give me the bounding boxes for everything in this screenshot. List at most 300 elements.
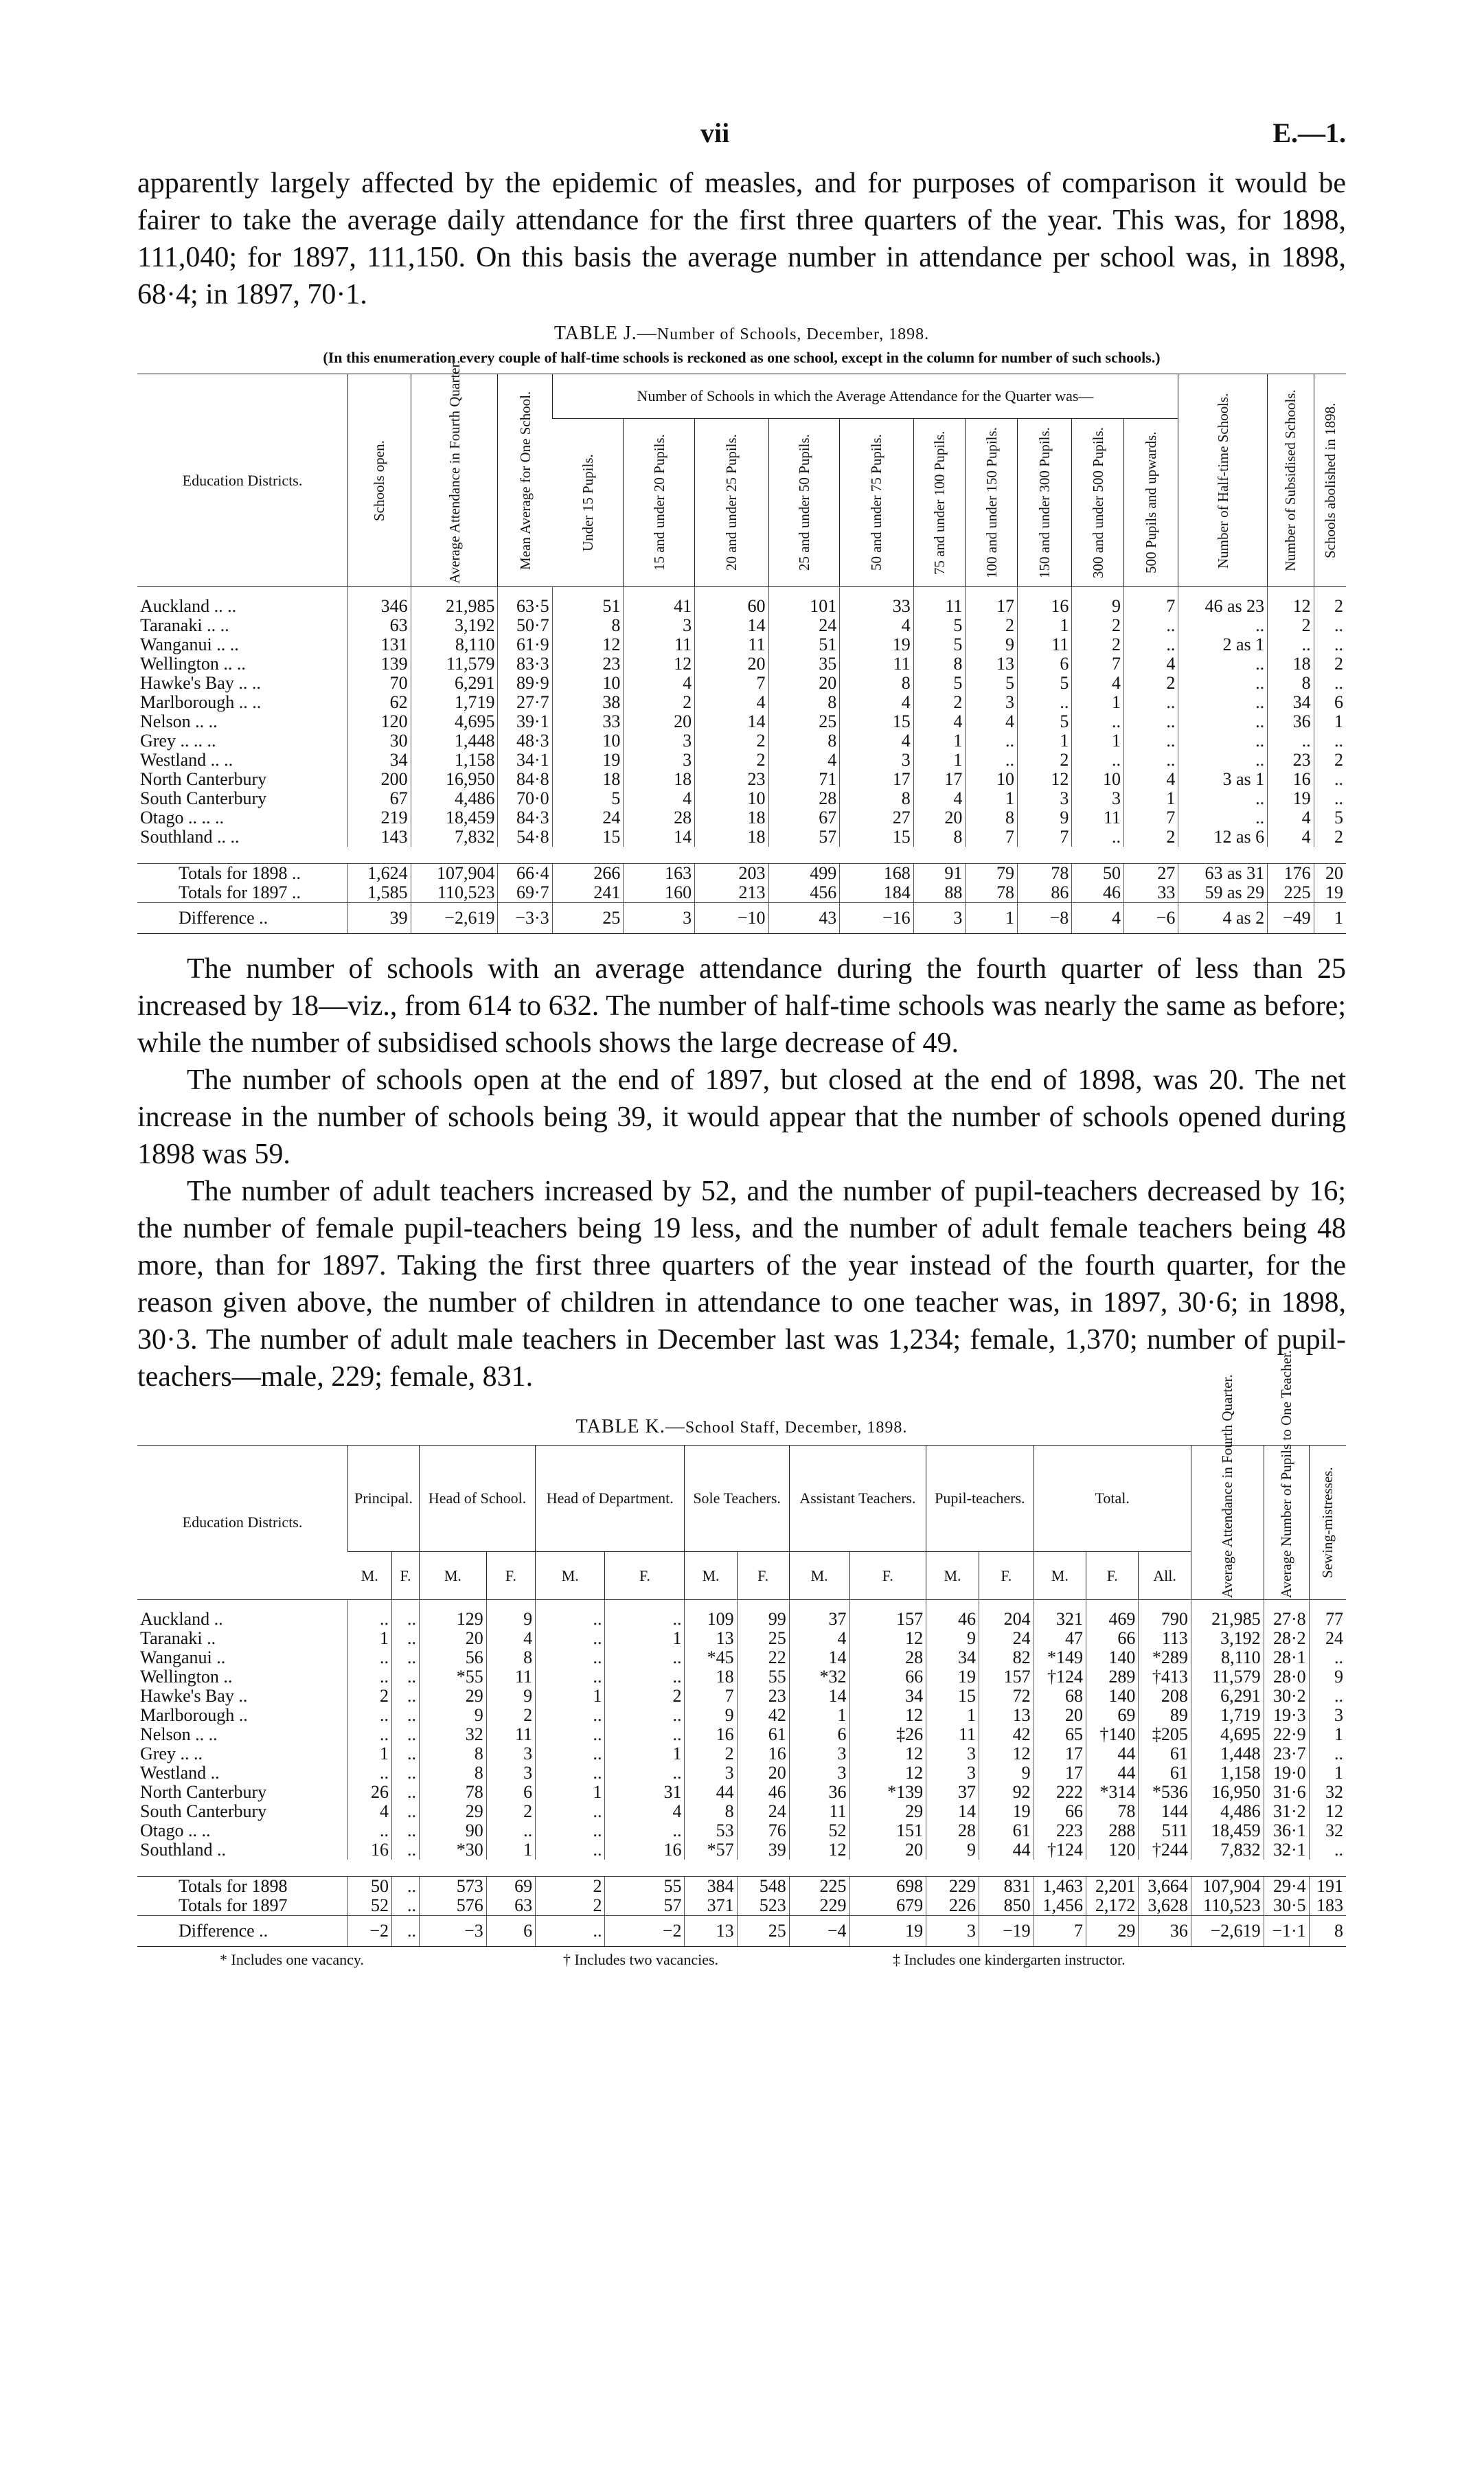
difference-cell: −1·1	[1264, 1916, 1309, 1947]
table-cell: 9	[1018, 808, 1072, 827]
table-cell: 3	[789, 1763, 849, 1783]
table-cell: 144	[1139, 1802, 1191, 1821]
table-cell: ..	[605, 1706, 685, 1725]
table-cell: 2	[486, 1802, 535, 1821]
table-cell: 11	[840, 654, 913, 674]
table-row	[137, 654, 1346, 674]
difference-cell: −10	[695, 903, 768, 934]
footnote-kindergarten: ‡ Includes one kindergarten instructor.	[893, 1951, 1126, 1968]
table-cell: 51	[768, 635, 840, 654]
table-cell: 20	[1034, 1706, 1086, 1725]
table-cell: 84·3	[498, 808, 552, 827]
totals-cell: 168	[840, 864, 913, 884]
table-cell: 56	[420, 1648, 487, 1667]
col-size-label: 300 and under 500 Pupils.	[1089, 427, 1106, 578]
totals-cell: 59 as 29	[1178, 883, 1268, 903]
table-row	[137, 1840, 1346, 1860]
table-cell: 11,579	[1191, 1667, 1264, 1687]
district-name: Grey .. ..	[140, 1744, 203, 1763]
difference-cell: −6	[1123, 903, 1178, 934]
totals-cell: 2,201	[1086, 1877, 1139, 1897]
table-cell: 8	[1268, 674, 1314, 693]
totals-cell: 107,904	[411, 864, 498, 884]
col-size-7	[1018, 419, 1072, 587]
table-cell: 70·0	[498, 789, 552, 808]
table-cell: 15	[926, 1687, 979, 1706]
table-cell: 9	[1309, 1667, 1346, 1687]
table-cell: 4	[1268, 827, 1314, 847]
district-name: North Canterbury	[140, 769, 267, 789]
totals-cell: 33	[1123, 883, 1178, 903]
table-cell: 2	[1123, 827, 1178, 847]
table-cell: ..	[1309, 1840, 1346, 1860]
district-name: Westland ..	[140, 1763, 220, 1783]
totals-cell: 50	[1072, 864, 1124, 884]
table-row	[137, 827, 1346, 847]
col-all: All.	[1139, 1552, 1191, 1600]
table-cell: 46	[926, 1600, 979, 1630]
col-size-label: 25 and under 50 Pupils.	[795, 434, 812, 571]
table-row	[137, 1763, 1346, 1783]
difference-cell: 3	[913, 903, 966, 934]
totals-cell: 183	[1309, 1896, 1346, 1916]
totals-cell: 371	[685, 1896, 737, 1916]
table-cell: 63·5	[498, 587, 552, 617]
table-cell: ..	[536, 1629, 605, 1648]
table-cell: 2	[1314, 654, 1346, 674]
table-cell: 16	[1018, 587, 1072, 617]
totals-cell: 850	[979, 1896, 1034, 1916]
table-cell: 16,950	[1191, 1783, 1264, 1802]
table-row	[137, 1821, 1346, 1840]
table-cell: 16	[605, 1840, 685, 1860]
table-cell: 89·9	[498, 674, 552, 693]
table-cell: ..	[605, 1648, 685, 1667]
totals-label: Totals for 1897	[179, 1895, 288, 1915]
table-cell: 66	[1086, 1629, 1139, 1648]
table-cell: 60	[695, 587, 768, 617]
totals-cell: 2	[536, 1896, 605, 1916]
table-cell: 10	[695, 789, 768, 808]
district-name: Wanganui ..	[140, 1647, 226, 1667]
table-cell: 23·7	[1264, 1744, 1309, 1763]
difference-cell: 4 as 2	[1178, 903, 1268, 934]
totals-row	[137, 1877, 1346, 1897]
table-cell: 14	[789, 1648, 849, 1667]
totals-cell: 3,664	[1139, 1877, 1191, 1897]
table-cell: 32	[1309, 1821, 1346, 1840]
table-cell: 1	[1309, 1725, 1346, 1744]
table-cell: 2	[1018, 751, 1072, 770]
table-cell: 1	[966, 789, 1018, 808]
table-cell: 16,950	[411, 770, 498, 789]
table-cell: 39	[737, 1840, 789, 1860]
table-cell: 143	[348, 827, 411, 847]
table-cell: ..	[348, 1763, 392, 1783]
table-cell: 9	[926, 1629, 979, 1648]
table-cell: 469	[1086, 1600, 1139, 1630]
table-cell: ‡26	[849, 1725, 926, 1744]
table-cell: 66	[849, 1667, 926, 1687]
table-cell: 7	[1072, 654, 1124, 674]
table-cell: 2	[1314, 751, 1346, 770]
table-cell: 24	[552, 808, 624, 827]
totals-cell: 225	[789, 1877, 849, 1897]
table-cell: 7	[685, 1687, 737, 1706]
table-cell: ..	[605, 1667, 685, 1687]
table-cell: †124	[1034, 1840, 1086, 1860]
difference-cell: −19	[979, 1916, 1034, 1947]
table-cell: ..	[348, 1821, 392, 1840]
col-size-label: 50 and under 75 Pupils.	[868, 434, 885, 571]
district-name: Wellington ..	[140, 1667, 233, 1687]
table-cell: 2	[695, 731, 768, 751]
totals-cell: 499	[768, 864, 840, 884]
difference-label: Difference ..	[137, 903, 348, 934]
table-cell: 223	[1034, 1821, 1086, 1840]
document-page	[137, 117, 1346, 1978]
table-cell: 17	[1034, 1763, 1086, 1783]
totals-cell: 2	[536, 1877, 605, 1897]
table-cell: 25	[768, 712, 840, 731]
table-cell: 2	[486, 1706, 535, 1725]
totals-cell: 184	[840, 883, 913, 903]
district-name: Hawke's Bay .. ..	[140, 673, 261, 693]
table-cell: ..	[391, 1744, 419, 1763]
col-size-0	[552, 419, 624, 587]
table-row	[137, 712, 1346, 731]
col-avg-pupils	[1264, 1349, 1309, 1600]
totals-cell: 88	[913, 883, 966, 903]
totals-cell: ..	[391, 1877, 419, 1897]
table-cell: 1	[605, 1744, 685, 1763]
table-cell: 78	[420, 1783, 487, 1802]
table-cell: 67	[348, 789, 411, 808]
totals-cell: 50	[348, 1877, 392, 1897]
table-cell: 17	[966, 587, 1018, 617]
table-cell: ..	[1123, 616, 1178, 635]
district-name: Wanganui .. ..	[140, 635, 239, 654]
totals-cell: 576	[420, 1896, 487, 1916]
paragraph-3: The number of adult teachers increased by 52, and the number of pupil-teachers decreased by 16; the number of female pupil-teachers being 19 less, and the number of adult female teachers being 48 more, than for 1897. Taking the first three quarters of the year instead of the fourth quarter, for the reason given above, the number of children in attendance to one teacher was, in 1897, 30·6; in 1898, 30·3. The number of adult male teachers in December last was 1,234; female, 1,370; number of pupil-teachers—male, 229; female, 831.	[137, 1176, 1346, 1393]
table-cell: 10	[1072, 770, 1124, 789]
table-cell: 44	[979, 1840, 1034, 1860]
table-cell: 101	[768, 587, 840, 617]
table-cell: 9	[486, 1600, 535, 1630]
table-cell: 62	[348, 693, 411, 712]
table-cell: 140	[1086, 1648, 1139, 1667]
table-cell: 11	[1072, 808, 1124, 827]
district-name: Southland .. ..	[140, 827, 240, 847]
totals-cell: 229	[789, 1896, 849, 1916]
totals-cell: 1,585	[348, 883, 411, 903]
table-cell: ..	[1314, 616, 1346, 635]
table-cell: 46 as 23	[1178, 587, 1268, 617]
table-cell: 120	[348, 712, 411, 731]
table-cell: 19·0	[1264, 1763, 1309, 1783]
table-cell: 2	[1123, 674, 1178, 693]
table-cell: 30·2	[1264, 1687, 1309, 1706]
totals-cell: 573	[420, 1877, 487, 1897]
table-cell: 69	[1086, 1706, 1139, 1725]
table-cell: 35	[768, 654, 840, 674]
table-cell: 6	[1314, 693, 1346, 712]
col-size-2	[695, 419, 768, 587]
district-name: Grey .. .. ..	[140, 731, 216, 751]
table-cell: ..	[1123, 731, 1178, 751]
table-cell: 19	[979, 1802, 1034, 1821]
table-cell: 10	[552, 674, 624, 693]
table-cell: 36·1	[1264, 1821, 1309, 1840]
table-cell: 1	[1123, 789, 1178, 808]
totals-cell: 66·4	[498, 864, 552, 884]
table-cell: 61	[1139, 1744, 1191, 1763]
col-m: M.	[1034, 1552, 1086, 1600]
table-cell: ..	[1072, 712, 1124, 731]
totals-cell: 63	[486, 1896, 535, 1916]
table-cell: 4	[840, 616, 913, 635]
col-size-label: 500 Pupils and upwards.	[1143, 431, 1160, 574]
table-cell: 11	[624, 635, 695, 654]
district-name: Wellington .. ..	[140, 654, 246, 674]
table-cell: 4,695	[1191, 1725, 1264, 1744]
totals-cell: 698	[849, 1877, 926, 1897]
table-cell: 72	[979, 1687, 1034, 1706]
table-cell: 9	[1072, 587, 1124, 617]
table-cell: 1	[1314, 712, 1346, 731]
table-cell: 19	[926, 1667, 979, 1687]
table-cell: 37	[789, 1600, 849, 1630]
col-size-label: 20 and under 25 Pupils.	[723, 434, 740, 571]
totals-cell: 46	[1072, 883, 1124, 903]
table-cell: 16	[1268, 770, 1314, 789]
totals-cell: 241	[552, 883, 624, 903]
difference-cell: 7	[1034, 1916, 1086, 1947]
table-cell: ..	[605, 1725, 685, 1744]
totals-cell: 548	[737, 1877, 789, 1897]
table-cell: 2	[1268, 616, 1314, 635]
totals-cell: 27	[1123, 864, 1178, 884]
page-header	[137, 117, 1346, 165]
table-row	[137, 731, 1346, 751]
table-cell: 1	[1018, 731, 1072, 751]
table-cell: ..	[1178, 751, 1268, 770]
col-m: M.	[536, 1552, 605, 1600]
table-cell: 4,695	[411, 712, 498, 731]
table-cell: 1,719	[411, 693, 498, 712]
table-cell: ..	[536, 1667, 605, 1687]
table-cell: ..	[966, 751, 1018, 770]
table-cell: 8	[768, 731, 840, 751]
difference-cell: −16	[840, 903, 913, 934]
table-cell: 7,832	[411, 827, 498, 847]
table-cell: 28·1	[1264, 1648, 1309, 1667]
totals-cell: 225	[1268, 883, 1314, 903]
table-cell: 3	[1018, 789, 1072, 808]
table-cell: 113	[1139, 1629, 1191, 1648]
table-cell: 1	[913, 731, 966, 751]
table-row	[137, 1667, 1346, 1687]
table-cell: 6	[486, 1783, 535, 1802]
table-cell: 15	[840, 827, 913, 847]
table-cell: 47	[1034, 1629, 1086, 1648]
table-cell: 26	[348, 1783, 392, 1802]
difference-cell: −2	[605, 1916, 685, 1947]
table-cell: 4	[486, 1629, 535, 1648]
table-cell: 12	[1268, 587, 1314, 617]
difference-cell: 29	[1086, 1916, 1139, 1947]
totals-cell: 29·4	[1264, 1877, 1309, 1897]
table-row	[137, 808, 1346, 827]
table-cell: 139	[348, 654, 411, 674]
table-row	[137, 1783, 1346, 1802]
table-cell: 18	[1268, 654, 1314, 674]
table-cell: 321	[1034, 1600, 1086, 1630]
table-cell: 5	[1314, 808, 1346, 827]
totals-cell: 203	[695, 864, 768, 884]
totals-cell: 160	[624, 883, 695, 903]
totals-cell: 91	[913, 864, 966, 884]
table-cell: 19	[1268, 789, 1314, 808]
col-sewing	[1309, 1446, 1346, 1600]
table-cell: 3	[685, 1763, 737, 1783]
table-cell: ..	[536, 1840, 605, 1860]
table-cell: 4	[1268, 808, 1314, 827]
table-row	[137, 1802, 1346, 1821]
table-cell: 289	[1086, 1667, 1139, 1687]
totals-cell: 266	[552, 864, 624, 884]
table-cell: 7,832	[1191, 1840, 1264, 1860]
table-cell: ..	[1178, 712, 1268, 731]
col-size-5	[913, 419, 966, 587]
table-cell: 92	[979, 1783, 1034, 1802]
table-cell: 790	[1139, 1600, 1191, 1630]
col-mean-average: Mean Average for One School.	[516, 391, 534, 570]
table-cell: 18,459	[1191, 1821, 1264, 1840]
district-name: North Canterbury	[140, 1782, 267, 1802]
table-cell: †413	[1139, 1667, 1191, 1687]
table-cell: 346	[348, 587, 411, 617]
table-cell: 41	[624, 587, 695, 617]
table-cell: ..	[536, 1600, 605, 1630]
table-row	[137, 693, 1346, 712]
difference-cell: −49	[1268, 903, 1314, 934]
table-cell: 29	[849, 1802, 926, 1821]
table-cell: ..	[486, 1821, 535, 1840]
totals-cell: 107,904	[1191, 1877, 1264, 1897]
table-cell: 63	[348, 616, 411, 635]
table-cell: 24	[979, 1629, 1034, 1648]
table-cell: ..	[1268, 635, 1314, 654]
table-cell: 24	[768, 616, 840, 635]
difference-cell: 25	[737, 1916, 789, 1947]
table-cell: ..	[1314, 635, 1346, 654]
totals-cell: 523	[737, 1896, 789, 1916]
table-cell: ..	[1123, 693, 1178, 712]
table-cell: 36	[1268, 712, 1314, 731]
table-cell: 34	[348, 751, 411, 770]
totals-cell: 55	[605, 1877, 685, 1897]
table-cell: ..	[605, 1821, 685, 1840]
col-size-4	[840, 419, 913, 587]
table-cell: 5	[552, 789, 624, 808]
table-cell: 5	[913, 616, 966, 635]
table-cell: ..	[1309, 1744, 1346, 1763]
table-cell: 1,158	[411, 751, 498, 770]
table-cell: 1,448	[1191, 1744, 1264, 1763]
table-cell: ..	[348, 1600, 392, 1630]
table-cell: 20	[768, 674, 840, 693]
table-cell: 204	[979, 1600, 1034, 1630]
table-cell: 32	[420, 1725, 487, 1744]
table-cell: ..	[1123, 751, 1178, 770]
district-name: South Canterbury	[140, 1801, 267, 1821]
totals-cell: 176	[1268, 864, 1314, 884]
row-gap	[137, 847, 1346, 864]
table-cell: 61	[737, 1725, 789, 1744]
col-district: Education Districts.	[137, 1446, 348, 1600]
table-cell: ..	[1072, 751, 1124, 770]
table-j-title-main: Number of Schools, December, 1898.	[657, 326, 930, 343]
col-group-1: Head of School.	[420, 1446, 536, 1552]
table-cell: 23	[695, 770, 768, 789]
table-cell: ..	[1268, 731, 1314, 751]
table-cell: 13	[979, 1706, 1034, 1725]
difference-cell: ..	[391, 1916, 419, 1947]
col-m: M.	[926, 1552, 979, 1600]
table-cell: 19·3	[1264, 1706, 1309, 1725]
table-cell: 27	[840, 808, 913, 827]
table-cell: 3	[486, 1763, 535, 1783]
table-cell: 12	[979, 1744, 1034, 1763]
table-cell: 34	[926, 1648, 979, 1667]
table-cell: 42	[737, 1706, 789, 1725]
table-cell: 131	[348, 635, 411, 654]
table-cell: 4	[1123, 654, 1178, 674]
col-label: Sewing-mistresses.	[1319, 1467, 1336, 1578]
table-cell: 18	[552, 770, 624, 789]
table-cell: 9	[420, 1706, 487, 1725]
table-cell: 4,486	[411, 789, 498, 808]
col-group-5: Pupil-teachers.	[926, 1446, 1034, 1552]
table-cell: 38	[552, 693, 624, 712]
totals-cell: 191	[1309, 1877, 1346, 1897]
table-cell: 6,291	[1191, 1687, 1264, 1706]
table-row	[137, 1648, 1346, 1667]
table-cell: *289	[1139, 1648, 1191, 1667]
table-cell: 78	[1086, 1802, 1139, 1821]
table-k-title-main: School Staff, December, 1898.	[685, 1419, 908, 1437]
table-cell: 3	[624, 616, 695, 635]
district-name: Otago .. ..	[140, 1820, 211, 1840]
table-cell: ..	[1072, 827, 1124, 847]
table-cell: 157	[849, 1600, 926, 1630]
table-cell: 8	[913, 827, 966, 847]
table-cell: ..	[536, 1821, 605, 1840]
table-cell: †244	[1139, 1840, 1191, 1860]
col-size-3	[768, 419, 840, 587]
table-cell: 33	[840, 587, 913, 617]
table-cell: 2	[1314, 827, 1346, 847]
table-cell: 1,448	[411, 731, 498, 751]
page-number: vii	[700, 117, 730, 148]
difference-cell: −3·3	[498, 903, 552, 934]
table-row	[137, 1600, 1346, 1630]
table-cell: 16	[348, 1840, 392, 1860]
table-cell: 1	[348, 1744, 392, 1763]
table-cell: 7	[966, 827, 1018, 847]
table-cell: 3	[1309, 1706, 1346, 1725]
